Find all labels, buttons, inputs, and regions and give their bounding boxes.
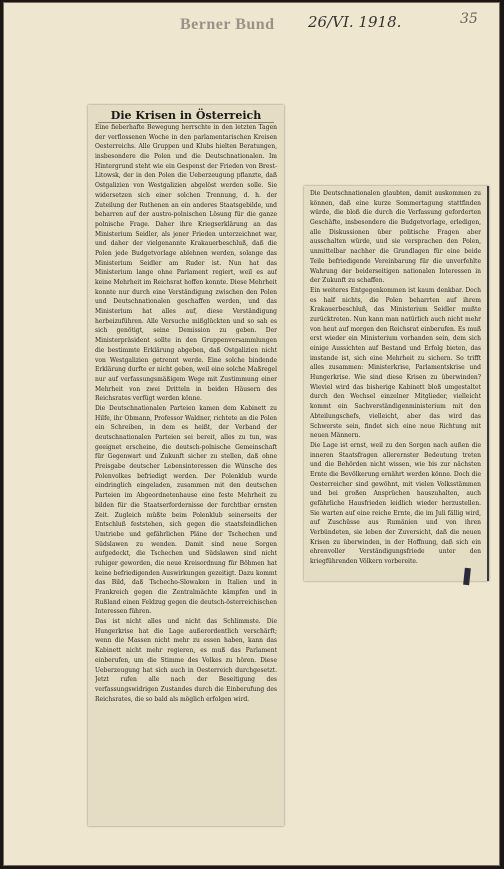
handwritten-page-number: 35 [460, 11, 478, 27]
clipping-left-column [88, 105, 284, 826]
archive-sheet [3, 2, 500, 866]
handwritten-date: 26/VI. 1918. [308, 13, 402, 31]
article-title: Die Krisen in Österreich [110, 109, 262, 122]
article-body-part-1: Eine fieberhafte Bewegung herrschte in den letzten Tagen der verflossenen Woche in den parlamentarischen Kreisen Oesterreichs. Alle Gruppen und Klubs hielten Beratungen, insbesondere die Polen und die Deutschnationalen. Im Hintergrund steht wie ein Gespenst der Frieden von Brest-Litowsk, der in den Polen die Ueberzeugung pflanzte, daß Ostgalizien von Westgalizien abgelöst werden solle. Sie widersetzen sich einer solchen Trennung, d. h. der Zuteilung der Ruthenen an ein anderes Staatsgebilde, und beharren auf der austro-polnischen Lösung für die ganze polnische Frage. Daher ihre Kriegserklärung an das Ministerium Seidler, als jener Frieden unterzeichnet war, und daher der vielgenannte Krakauerbeschluß, daß die Polen jede Budgetvorlage ablehnen werden, solange das Ministerium Seidler am Ruder ist. Nun hat das Ministerium lange ohne Parlament regiert, weil es auf keine Mehrheit im Reichsrat hoffen konnte. Diese Mehrheit konnte nur durch eine Verständigung zwischen den Polen und Deutschnationalen geschaffen werden, und das Ministerium hat alles auf, diese Verständigung herbeizuführen. Alle Versuche mißglückten und so sah es sich genötigt, seine Demission zu geben. Der Ministerpräsident sollte in den Gruppenversammlungen die bestimmte Erklärung abgeben, daß Ostgalizien nicht von Westgalizien getrennt werde. Eine solche bindende Erklärung durfte er nicht geben, weil eine solche Maßregel nur auf verfassungsmäßigem Wege mit Zustimmung einer Mehrheit von zwei Dritteln in beiden Häusern des Reichsrates verfügt werden könne. Die Deutschnationalen Parteien kamen dem Kabinett zu Hilfe, ihr Obmann, Professor Waldner, richtete an die Polen ein Schreiben, in dem es heißt, der Verband der deutschnationalen Parteien sei bereit, alles zu tun, was geeignet erscheine, die deutsch-polnische Gemeinschaft für Gegenwart und Zukunft sicher zu stellen, daß ohne Preisgabe deutscher Lebensinteressen die Wünsche des Polenvolkes befriedigt werden. Der Polenklub wurde eindringlich eingeladen, zusammen mit den deutschen Parteien im Abgeordnetenhause eine feste Mehrheit zu bilden für die Staatserfordernisse der furchtbar ernsten Zeit. Zugleich müßte beim Polenklub seinerseits der Entschluß feststehen, sich gegen die staatsfeindlichen Umtriebe und gefährlichen Pläne der Tschechen und Südslawen zu wenden. Damit sind neue Sorgen aufgedeckt, die Tschechen und Südslawen sind nicht ruhiger geworden, die neue Kreisordnung für Böhmen hat keine befriedigenden Auswirkungen gezeitigt. Dazu kommt das Bild, daß Tschecho-Slowaken in Italien und in Frankreich gegen die Zentralmächte kämpfen und in Rußland einen Feldzug gegen die deutsch-österreichischen Interessen führen. Das ist nicht alles und nicht das Schlimmste. Die Hungerkrise hat die Lage außerordentlich verschärft; wenn die Massen nicht mehr zu essen haben, kann das Kabinett nicht mehr regieren, es muß das Parlament einberufen, um die Stimme des Volkes zu hören. Diese Ueberzeugung hat sich auch in Oesterreich durchgesetzt. Jetzt rufen alle nach der Beseitigung des verfassungswidrigen Zustandes durch die Einberufung des Reichsrates, die so bald als möglich erfolgen wird. [95, 124, 277, 703]
newspaper-masthead: Berner Bund [180, 16, 275, 33]
article-body-part-2: Die Deutschnationalen glaubten, damit auskommen zu können, daß eine kurze Sommertagung stattfinden würde, die bloß die durch die Verfassung geforderten Geschäfte, insbesondere die Budgetvorlage, erledigen, alle Diskussionen über politische Fragen aber ausschalten würde, und sie versprachen den Polen, unmittelbar nachher die Grundlagen für eine beide Teile befriedigende Vereinbarung für die unverfehlte Wahrung der beiderseitigen nationalen Interessen in der Zukunft zu schaffen. Ein weiteres Entgegenkommen ist kaum denkbar. Doch es half nichts, die Polen beharrten auf ihrem Krakauerbeschluß, das Ministerium Seidler mußte zurücktreten. Nun kann man natürlich auch nicht mehr von heut auf morgen den Reichsrat einberufen. Es muß erst wieder ein Ministerium vorhanden sein, dem sich einige Aussichten auf Bestand und Erfolg bieten, das imstande ist, sich eine Mehrheit zu sichern. So trifft alles zusammen: Ministerkrise, Parlamentskrise und Hungerkrise. Wie sind diese Krisen zu überwinden? Wieviel wird das bisherige Kabinett bloß umgestaltet durch den Wechsel einzelner Mitglieder, vielleicht kommt ein Sachverständigenministerium mit den Abteilungschefs, vielleicht, aber das wird das Schwerste sein, findet sich eine neue Richtung mit neuen Männern. Die Lage ist ernst, weil zu den Sorgen nach außen die inneren Staatsfragen allerernster Bedeutung treten und die Behörden nicht wissen, wie bis zur nächsten Ernte die Bevölkerung ernährt werden könne. Doch die Oesterreicher sind gewöhnt, mit vielen Volksstämmen und bei großen Ansprüchen hauszuhalten, auch gefährliche Hausfrieden leidlich wieder herzustellen. Sie warten auf eine reiche Ernte, die im Juli fällig wird, auf Zuschüsse aus Rumänien und von ihren Verbündeten, sie leben der Zuversicht, daß die neuen Krisen zu überwinden, in der Hoffnung, daß sich ein ehrenvoller Verständigungsfriede unter den kriegführenden Völkern vorbereite. [310, 190, 481, 566]
clipping-right-column [304, 186, 489, 581]
ink-mark [463, 568, 471, 586]
